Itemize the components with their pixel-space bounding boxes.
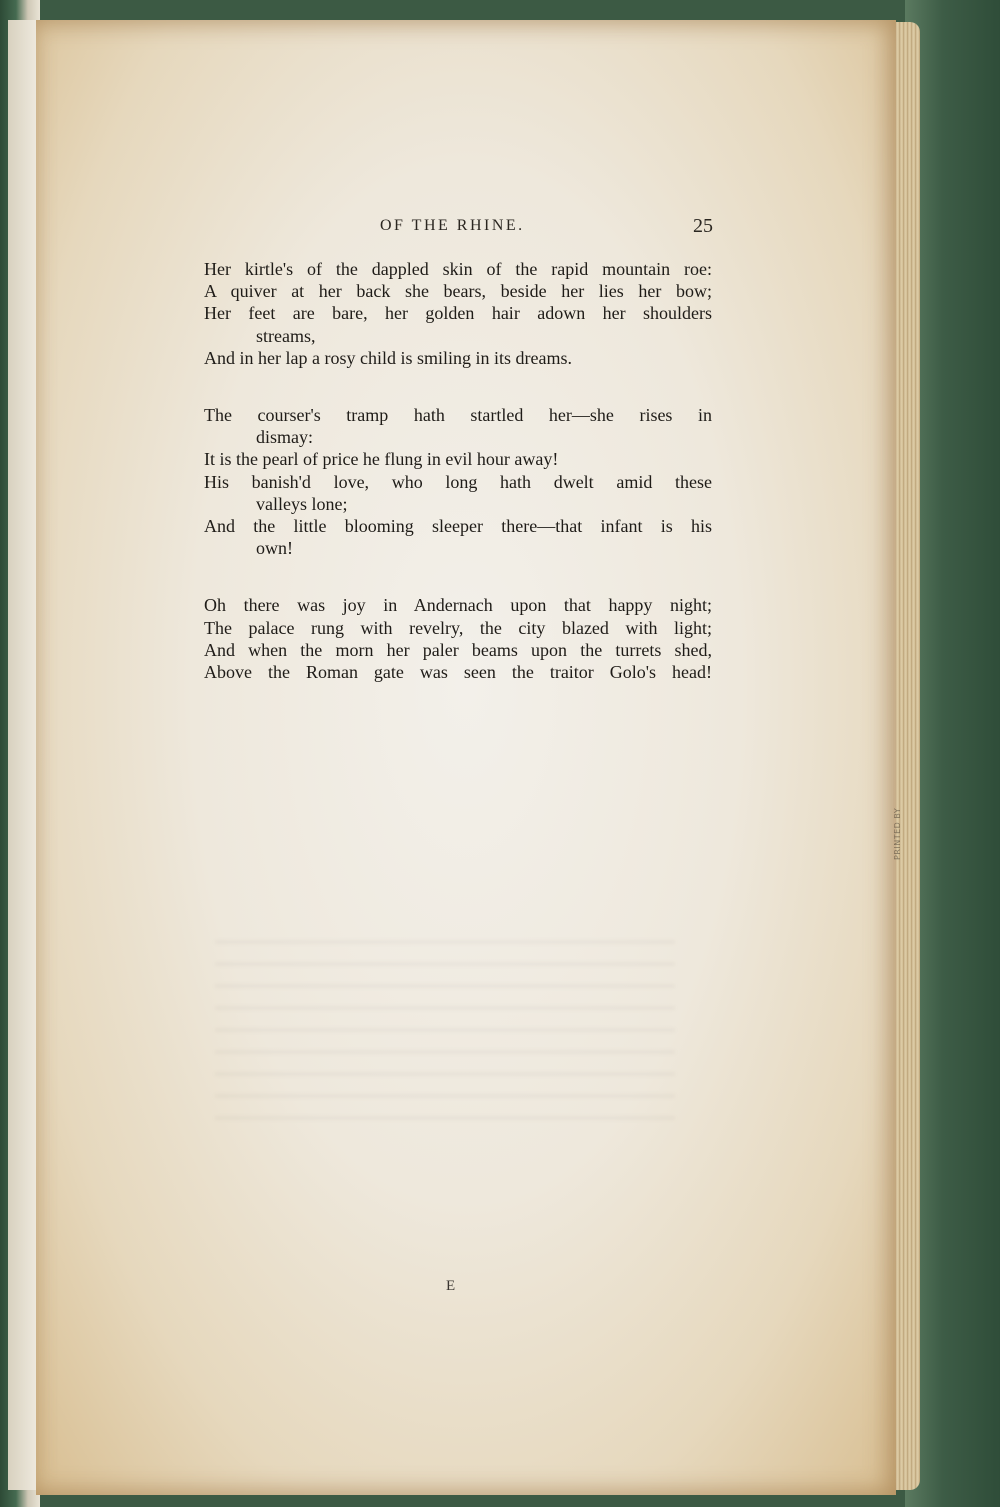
signature-mark: E <box>446 1278 456 1294</box>
poem-line: Her feet are bare, her golden hair adown her shoulders <box>204 303 712 324</box>
poem-line: A quiver at her back she bears, beside her lies her bow; <box>204 281 712 302</box>
poem-line: And in her lap a rosy child is smiling in its dreams. <box>204 347 572 368</box>
poem-line: Oh there was joy in Andernach upon that happy night; <box>204 595 712 616</box>
binding-stamp: PRINTED BY <box>893 807 902 860</box>
poem-text <box>204 258 712 683</box>
poem-line: The palace rung with revelry, the city blazed with light; <box>204 617 712 638</box>
book-page <box>36 20 896 1495</box>
poem-line: Her kirtle's of the dappled skin of the rapid mountain roe: <box>204 259 712 279</box>
poem-line: It is the pearl of price he flung in evil hour away! <box>204 449 559 470</box>
poem-line: His banish'd love, who long hath dwelt amid these <box>204 471 712 492</box>
poem-line-continuation: own! <box>256 538 293 559</box>
poem-line-continuation: streams, <box>256 325 316 346</box>
poem-line-continuation: valleys lone; <box>256 493 348 514</box>
poem-line: The courser's tramp hath startled her—she rises in <box>204 405 712 426</box>
page-number: 25 <box>693 215 713 237</box>
stanza-2 <box>204 404 712 559</box>
stanza-3 <box>204 594 712 683</box>
poem-line: And when the morn her paler beams upon the turrets shed, <box>204 639 712 660</box>
poem-line-continuation: dismay: <box>256 427 313 448</box>
running-title: OF THE RHINE. <box>380 217 525 234</box>
left-page-edge <box>8 20 38 1490</box>
show-through-text <box>215 940 675 1120</box>
poem-line: And the little blooming sleeper there—that infant is his <box>204 516 712 537</box>
poem-line: Above the Roman gate was seen the traitor Golo's head! <box>204 662 712 683</box>
stanza-1 <box>204 258 712 369</box>
